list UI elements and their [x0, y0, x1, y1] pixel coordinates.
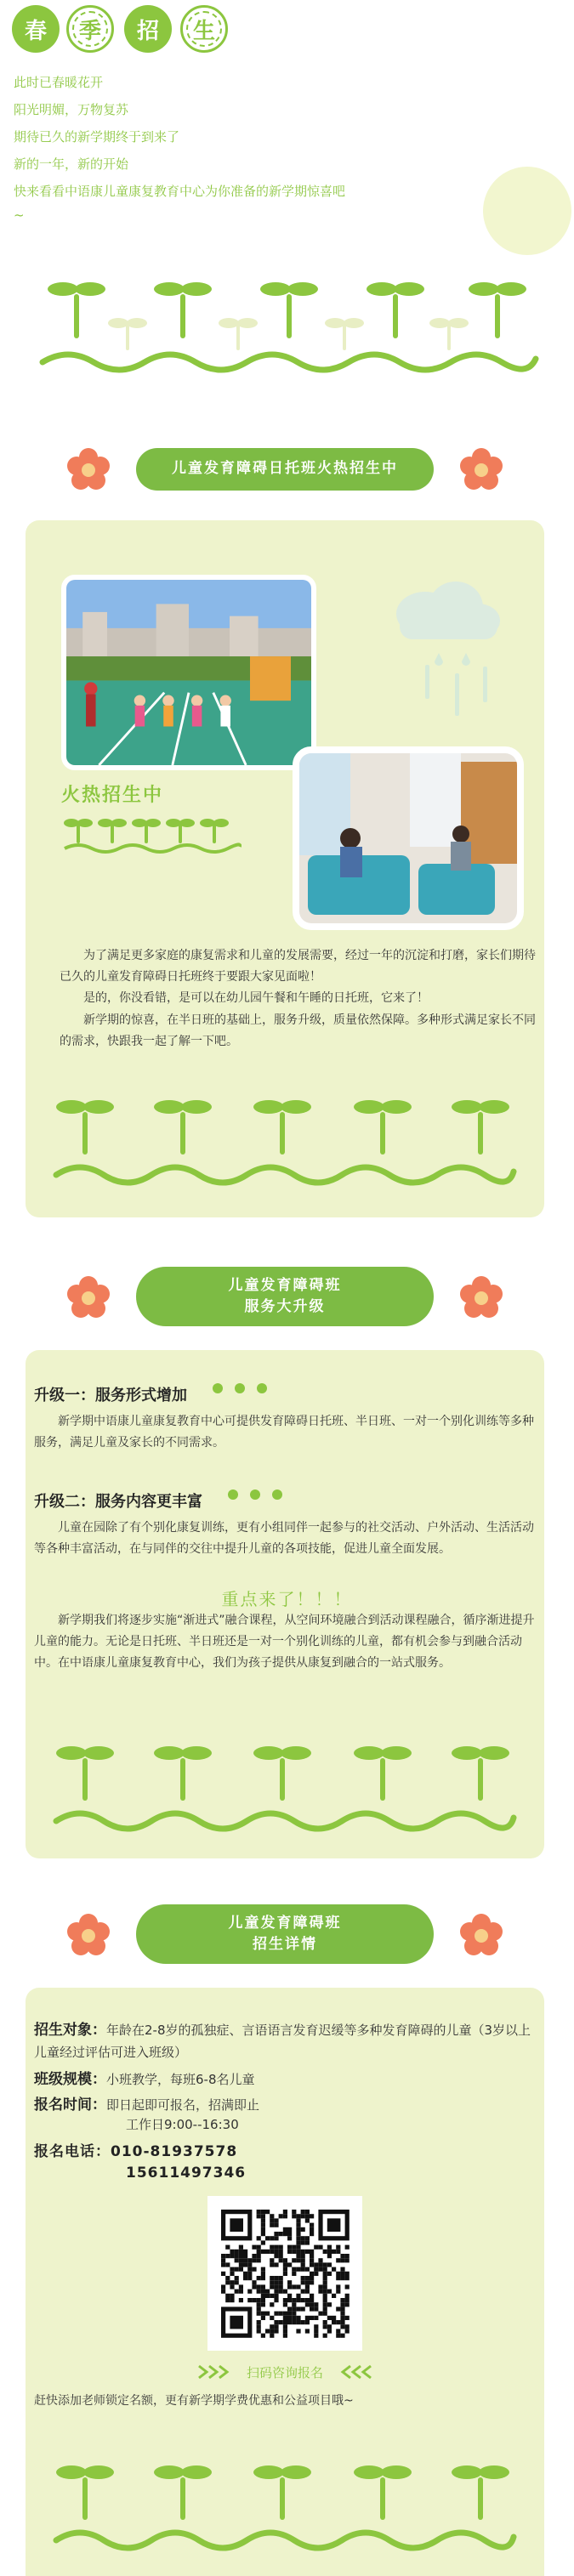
time-value-2: 工作日9:00--16:30: [126, 2117, 239, 2132]
highlight-text: 新学期我们将逐步实施“渐进式”融合课程，从空间环境融合到活动课程融合，循序渐进提升儿童的能力。无论是日托班、半日班还是一对一个别化训练的儿童，都有机会参与到融合活动中。在中语康儿童康复教育中心，我们为孩子提供从康复到融合的一站式服务。: [34, 1614, 535, 1670]
hot-recruit-badge: 火热招生中: [61, 785, 164, 806]
flower-icon: [459, 1913, 503, 1957]
phone-row: [34, 2139, 237, 2160]
size-row: [34, 2067, 255, 2088]
section1-paragraph-3: 新学期的惊喜，在半日班的基础上，服务升级，质量依然保障。多种形式满足家长不同的需求，快跟我一起了解一下吧。: [60, 1013, 536, 1048]
time-label: 报名时间：: [34, 2097, 106, 2114]
scan-label: 扫码咨询报名: [246, 2364, 323, 2380]
sprout-divider-icon: [51, 1090, 519, 1192]
intro-line-6: ~: [14, 207, 25, 223]
header-char-3: 招: [124, 5, 172, 53]
highlight-title: 重点来了！！！: [221, 1589, 353, 1609]
playground-photo: [61, 575, 316, 770]
section3-title-pill: 儿童发育障碍班 招生详情: [136, 1904, 434, 1964]
time-value-1: 即日起即可报名，招满即止: [106, 2097, 260, 2113]
section1-paragraph-2: 是的，你没看错，是可以在幼儿园午餐和午睡的日托班，它来了！: [83, 991, 429, 1005]
section1-paragraph-1: 为了满足更多家庭的康复需求和儿童的发展需要，经过一年的沉淀和打磨，家长们期待已久的儿童发育障碍日托班终于要跟大家见面啦！: [60, 949, 536, 984]
sprout-divider-icon: [51, 1736, 519, 1838]
header-char-2: [66, 5, 114, 53]
upgrade2-title: 升级二：服务内容更丰富: [34, 1493, 202, 1511]
flower-icon: [459, 447, 503, 491]
sprout-divider-icon: [34, 270, 544, 381]
section1-title-pill: 儿童发育障碍日托班火热招生中: [136, 448, 434, 491]
time-row: [34, 2092, 259, 2114]
size-label: 班级规模：: [34, 2071, 106, 2088]
phone-row-2: [126, 2165, 246, 2182]
small-sprout-icon: [61, 814, 242, 857]
section2-title-pill: 儿童发育障碍班 服务大升级: [136, 1267, 434, 1326]
scan-row: [196, 2362, 374, 2382]
flower-icon: [66, 1275, 111, 1319]
flower-icon: [459, 1275, 503, 1319]
classroom-photo: [293, 746, 524, 930]
target-row: [34, 2019, 536, 2063]
upgrade1-title: 升级一：服务形式增加: [34, 1387, 187, 1404]
sprout-divider-icon: [51, 2455, 519, 2557]
header-char-1: 春: [12, 5, 60, 53]
time-row-2: [126, 2115, 239, 2133]
cloud-rain-icon: [374, 571, 510, 741]
size-value: 小班教学，每班6-8名儿童: [106, 2072, 255, 2087]
target-value: 年龄在2-8岁的孤独症、言语语言发育迟缓等多种发育障碍的儿童（3岁以上儿童经过评估可进入班级）: [34, 2023, 531, 2060]
phone-label: 报名电话：: [34, 2143, 111, 2160]
chevron-right-icon: [196, 2363, 230, 2380]
flower-icon: [66, 1913, 111, 1957]
qr-code[interactable]: [207, 2196, 362, 2351]
upgrade2-text: 儿童在园除了有个别化康复训练，更有小组同伴一起参与的社交活动、户外活动、生活活动等各种丰富活动，在与同伴的交往中提升儿童的各项技能，促进儿童全面发展。: [34, 1521, 534, 1556]
dots-decoration: [213, 1381, 279, 1397]
upgrade1-text: 新学期中语康儿童康复教育中心可提供发育障碍日托班、半日班、一对一个别化训练等多种服务，满足儿童及家长的不同需求。: [34, 1415, 534, 1450]
flower-icon: [66, 447, 111, 491]
intro-line-4: 新的一年，新的开始: [14, 156, 129, 172]
intro-line-2: 阳光明媚，万物复苏: [14, 102, 129, 117]
decorative-bubble: [483, 167, 571, 255]
chevron-left-icon: [340, 2363, 374, 2380]
header-char-4-inner: 生: [186, 11, 222, 47]
intro-line-3: 期待已久的新学期终于到来了: [14, 129, 180, 145]
header-char-2-inner: 季: [72, 11, 108, 47]
phone-1[interactable]: 010-81937578: [111, 2143, 238, 2160]
footer-note: 赶快添加老师锁定名额，更有新学期学费优惠和公益项目哦~: [34, 2394, 354, 2408]
header-char-4: [180, 5, 228, 53]
intro-line-1: 此时已春暖花开: [14, 75, 104, 90]
qr-code-icon: [207, 2196, 362, 2351]
phone-2[interactable]: 15611497346: [126, 2165, 247, 2182]
dots-decoration: [228, 1487, 294, 1503]
intro-line-5: 快来看看中语康儿童康复教育中心为你准备的新学期惊喜吧: [14, 184, 346, 199]
target-label: 招生对象：: [34, 2022, 106, 2039]
